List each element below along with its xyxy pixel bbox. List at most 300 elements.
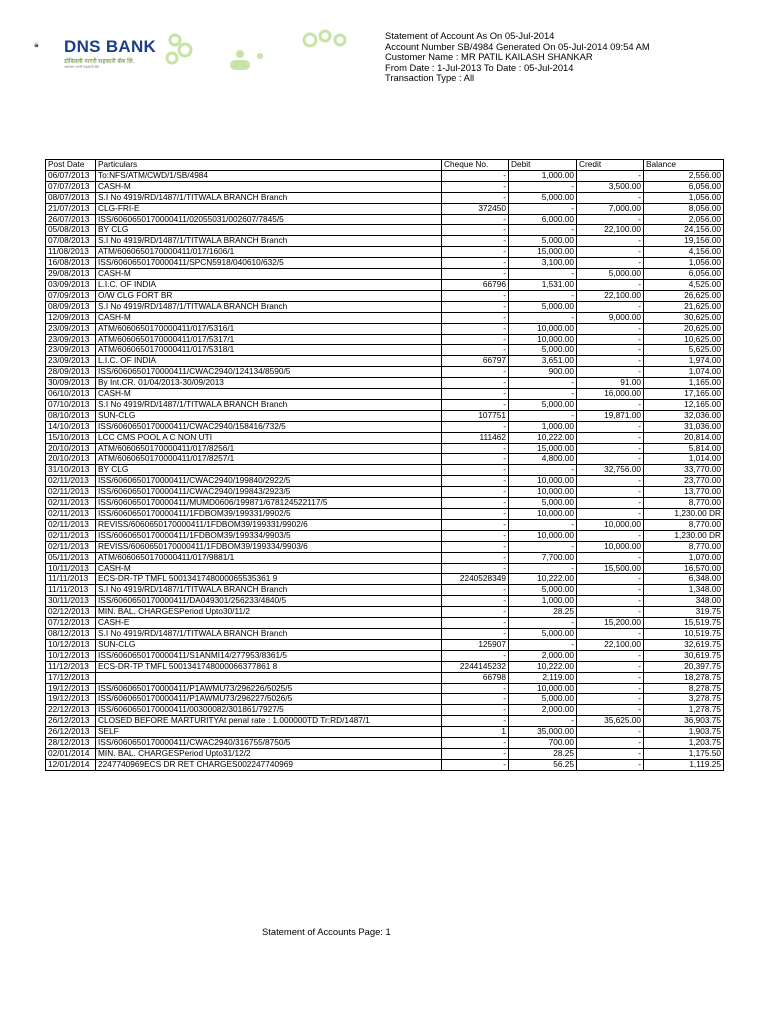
particulars-cell: L.I.C. OF INDIA xyxy=(96,356,442,367)
credit-cell: 15,200.00 xyxy=(577,618,644,629)
bank-tagline: डोंबिवली नागरी सहकारी बँक लि. xyxy=(64,59,135,65)
credit-cell: - xyxy=(577,170,644,181)
particulars-cell: ATM/6060650170000411/017/9881/1 xyxy=(96,552,442,563)
particulars-cell: ATM/6060650170000411/017/8256/1 xyxy=(96,443,442,454)
cheque-no-cell: - xyxy=(442,759,509,770)
balance-cell: 319.75 xyxy=(644,607,724,618)
cheque-no-cell: 66797 xyxy=(442,356,509,367)
post-date-cell: 02/11/2013 xyxy=(46,487,96,498)
balance-cell: 1,014.00 xyxy=(644,454,724,465)
balance-cell: 1,119.25 xyxy=(644,759,724,770)
table-row xyxy=(46,421,724,432)
table-row xyxy=(46,236,724,247)
particulars-cell xyxy=(96,672,442,683)
table-row xyxy=(46,181,724,192)
table-row xyxy=(46,214,724,225)
table-row xyxy=(46,312,724,323)
particulars-cell: CASH-M xyxy=(96,312,442,323)
credit-cell: - xyxy=(577,683,644,694)
post-date-cell: 10/12/2013 xyxy=(46,650,96,661)
table-row xyxy=(46,399,724,410)
post-date-cell: 08/10/2013 xyxy=(46,410,96,421)
debit-cell: - xyxy=(509,541,577,552)
balance-cell: 1,903.75 xyxy=(644,727,724,738)
table-row xyxy=(46,345,724,356)
credit-cell: - xyxy=(577,399,644,410)
debit-cell: 35,000.00 xyxy=(509,727,577,738)
credit-cell: - xyxy=(577,509,644,520)
post-date-cell: 05/11/2013 xyxy=(46,552,96,563)
customer-name-line: Customer Name : MR PATIL KAILASH SHANKAR xyxy=(385,51,593,62)
debit-cell: 10,222.00 xyxy=(509,661,577,672)
balance-cell: 4,156.00 xyxy=(644,247,724,258)
debit-cell: 5,000.00 xyxy=(509,192,577,203)
post-date-cell: 05/08/2013 xyxy=(46,225,96,236)
table-row xyxy=(46,705,724,716)
debit-cell: - xyxy=(509,716,577,727)
credit-cell: - xyxy=(577,607,644,618)
cheque-no-cell: - xyxy=(442,334,509,345)
cheque-no-cell: - xyxy=(442,301,509,312)
balance-cell: 8,056.00 xyxy=(644,203,724,214)
table-row xyxy=(46,563,724,574)
post-date-cell: 08/07/2013 xyxy=(46,192,96,203)
credit-cell: - xyxy=(577,301,644,312)
table-row xyxy=(46,672,724,683)
table-row xyxy=(46,443,724,454)
decorative-circles-icon xyxy=(160,28,380,78)
post-date-cell: 02/12/2013 xyxy=(46,607,96,618)
column-header: Cheque No. xyxy=(442,160,509,171)
particulars-cell: SUN-CLG xyxy=(96,410,442,421)
post-date-cell: 23/09/2013 xyxy=(46,345,96,356)
balance-cell: 1,175.50 xyxy=(644,748,724,759)
particulars-cell: ISS/6060650170000411/S1ANMI14/277953/8361/5 xyxy=(96,650,442,661)
table-row xyxy=(46,465,724,476)
debit-cell: 5,000.00 xyxy=(509,628,577,639)
balance-cell: 16,570.00 xyxy=(644,563,724,574)
date-range-line: From Date : 1-Jul-2013 To Date : 05-Jul-2014 xyxy=(385,61,574,73)
credit-cell: - xyxy=(577,487,644,498)
cheque-no-cell: - xyxy=(442,323,509,334)
particulars-cell: ISS/6060650170000411/1FDBOM39/199334/9903/5 xyxy=(96,530,442,541)
particulars-cell: By Int.CR. 01/04/2013-30/09/2013 xyxy=(96,378,442,389)
post-date-cell: 15/10/2013 xyxy=(46,432,96,443)
column-header: Credit xyxy=(577,160,644,171)
cheque-no-cell: - xyxy=(442,596,509,607)
debit-cell: 3,100.00 xyxy=(509,258,577,269)
debit-cell: 10,000.00 xyxy=(509,334,577,345)
cheque-no-cell: - xyxy=(442,607,509,618)
cheque-no-cell: 372450 xyxy=(442,203,509,214)
particulars-cell: S.I No 4919/RD/1487/1/TITWALA BRANCH Branch xyxy=(96,192,442,203)
table-row xyxy=(46,650,724,661)
credit-cell: 35,625.00 xyxy=(577,716,644,727)
balance-cell: 1,070.00 xyxy=(644,552,724,563)
debit-cell: 4,800.00 xyxy=(509,454,577,465)
cheque-no-cell: - xyxy=(442,694,509,705)
balance-cell: 20,814.00 xyxy=(644,432,724,443)
table-row xyxy=(46,607,724,618)
debit-cell: 10,222.00 xyxy=(509,574,577,585)
credit-cell: - xyxy=(577,552,644,563)
post-date-cell: 06/07/2013 xyxy=(46,170,96,181)
post-date-cell: 07/10/2013 xyxy=(46,399,96,410)
particulars-cell: ATM/6060650170000411/017/5317/1 xyxy=(96,334,442,345)
credit-cell: - xyxy=(577,650,644,661)
debit-cell: - xyxy=(509,290,577,301)
cheque-no-cell: - xyxy=(442,258,509,269)
credit-cell: 32,756.00 xyxy=(577,465,644,476)
cheque-no-cell: - xyxy=(442,650,509,661)
cheque-no-cell: - xyxy=(442,530,509,541)
debit-cell: 6,000.00 xyxy=(509,214,577,225)
cheque-no-cell: - xyxy=(442,269,509,280)
debit-cell: 10,000.00 xyxy=(509,683,577,694)
bank-name: DNS BANK xyxy=(64,37,157,56)
column-header: Balance xyxy=(644,160,724,171)
column-header: Post Date xyxy=(46,160,96,171)
cheque-no-cell: - xyxy=(442,421,509,432)
particulars-cell: CASH-M xyxy=(96,563,442,574)
table-row xyxy=(46,323,724,334)
particulars-cell: ISS/6060650170000411/CWAC2940/124134/8590/5 xyxy=(96,367,442,378)
credit-cell: - xyxy=(577,498,644,509)
post-date-cell: 02/01/2014 xyxy=(46,748,96,759)
debit-cell: 1,000.00 xyxy=(509,421,577,432)
cheque-no-cell: - xyxy=(442,236,509,247)
post-date-cell: 16/08/2013 xyxy=(46,258,96,269)
account-number-line: Account Number SB/4984 Generated On 05-Jul-2014 09:54 AM xyxy=(385,40,650,52)
debit-cell: 10,000.00 xyxy=(509,323,577,334)
particulars-cell: S.I No 4919/RD/1487/1/TITWALA BRANCH Branch xyxy=(96,585,442,596)
table-row xyxy=(46,519,724,530)
credit-cell: - xyxy=(577,661,644,672)
credit-cell: 3,500.00 xyxy=(577,181,644,192)
credit-cell: 10,000.00 xyxy=(577,541,644,552)
bank-logo-icon xyxy=(34,30,64,62)
debit-cell: 5,000.00 xyxy=(509,301,577,312)
balance-cell: 4,525.00 xyxy=(644,279,724,290)
balance-cell: 19,156.00 xyxy=(644,236,724,247)
credit-cell: - xyxy=(577,345,644,356)
cheque-no-cell: - xyxy=(442,170,509,181)
table-row xyxy=(46,247,724,258)
particulars-cell: SELF xyxy=(96,727,442,738)
debit-cell: 10,000.00 xyxy=(509,487,577,498)
table-row xyxy=(46,279,724,290)
particulars-cell: ISS/6060650170000411/02055031/002607/7845/5 xyxy=(96,214,442,225)
balance-cell: 32,036.00 xyxy=(644,410,724,421)
credit-cell: 91.00 xyxy=(577,378,644,389)
credit-cell: - xyxy=(577,574,644,585)
cheque-no-cell: - xyxy=(442,563,509,574)
debit-cell: - xyxy=(509,269,577,280)
credit-cell: - xyxy=(577,759,644,770)
balance-cell: 31,036.00 xyxy=(644,421,724,432)
balance-cell: 1,056.00 xyxy=(644,192,724,203)
debit-cell: - xyxy=(509,519,577,530)
post-date-cell: 11/11/2013 xyxy=(46,585,96,596)
table-row xyxy=(46,759,724,770)
table-row xyxy=(46,618,724,629)
post-date-cell: 12/09/2013 xyxy=(46,312,96,323)
credit-cell: - xyxy=(577,279,644,290)
credit-cell: 22,100.00 xyxy=(577,639,644,650)
debit-cell: 5,000.00 xyxy=(509,236,577,247)
post-date-cell: 22/12/2013 xyxy=(46,705,96,716)
debit-cell: - xyxy=(509,465,577,476)
table-row xyxy=(46,356,724,367)
credit-cell: 19,871.00 xyxy=(577,410,644,421)
balance-cell: 1,278.75 xyxy=(644,705,724,716)
debit-cell: 7,700.00 xyxy=(509,552,577,563)
particulars-cell: ATM/6060650170000411/017/5318/1 xyxy=(96,345,442,356)
particulars-cell: To:NFS/ATM/CWD/1/SB/4984 xyxy=(96,170,442,181)
table-row xyxy=(46,498,724,509)
credit-cell: 22,100.00 xyxy=(577,290,644,301)
table-row xyxy=(46,454,724,465)
post-date-cell: 02/11/2013 xyxy=(46,476,96,487)
table-row xyxy=(46,334,724,345)
particulars-cell: CLG-FRI-E xyxy=(96,203,442,214)
debit-cell: 5,000.00 xyxy=(509,399,577,410)
balance-cell: 33,770.00 xyxy=(644,465,724,476)
debit-cell: 10,000.00 xyxy=(509,476,577,487)
particulars-cell: ISS/6060650170000411/P1AWMU73/296227/5026/5 xyxy=(96,694,442,705)
cheque-no-cell: - xyxy=(442,247,509,258)
table-row xyxy=(46,432,724,443)
table-row xyxy=(46,225,724,236)
particulars-cell: ISS/6060650170000411/CWAC2940/199843/2923/5 xyxy=(96,487,442,498)
balance-cell: 1,348.00 xyxy=(644,585,724,596)
particulars-cell: ISS/6060650170000411/SPCN5918/040610/632/5 xyxy=(96,258,442,269)
debit-cell: - xyxy=(509,639,577,650)
table-row xyxy=(46,596,724,607)
table-row xyxy=(46,258,724,269)
balance-cell: 30,619.75 xyxy=(644,650,724,661)
particulars-cell: CASH-E xyxy=(96,618,442,629)
credit-cell: - xyxy=(577,247,644,258)
statement-title: Statement of Account As On 05-Jul-2014 xyxy=(385,30,555,41)
table-row xyxy=(46,552,724,563)
cheque-no-cell: - xyxy=(442,192,509,203)
debit-cell: - xyxy=(509,181,577,192)
post-date-cell: 07/08/2013 xyxy=(46,236,96,247)
table-header-row xyxy=(46,160,724,171)
cheque-no-cell: 111462 xyxy=(442,432,509,443)
balance-cell: 13,770.00 xyxy=(644,487,724,498)
cheque-no-cell: - xyxy=(442,389,509,400)
particulars-cell: ATM/6060650170000411/017/8257/1 xyxy=(96,454,442,465)
particulars-cell: BY CLG xyxy=(96,225,442,236)
balance-cell: 10,625.00 xyxy=(644,334,724,345)
cheque-no-cell: - xyxy=(442,683,509,694)
table-row xyxy=(46,541,724,552)
table-row xyxy=(46,203,724,214)
post-date-cell: 23/09/2013 xyxy=(46,334,96,345)
cheque-no-cell: - xyxy=(442,214,509,225)
debit-cell: 700.00 xyxy=(509,738,577,749)
balance-cell: 24,156.00 xyxy=(644,225,724,236)
cheque-no-cell: 107751 xyxy=(442,410,509,421)
particulars-cell: MIN. BAL. CHARGESPeriod Upto31/12/2 xyxy=(96,748,442,759)
bank-tagline-secondary: अग्रगण्य नागरी सहकारी बँक xyxy=(64,65,100,69)
transactions-table xyxy=(45,159,724,771)
table-row xyxy=(46,748,724,759)
cheque-no-cell: - xyxy=(442,465,509,476)
cheque-no-cell: - xyxy=(442,225,509,236)
balance-cell: 348.00 xyxy=(644,596,724,607)
debit-cell: - xyxy=(509,378,577,389)
balance-cell: 1,974.00 xyxy=(644,356,724,367)
particulars-cell: CASH-M xyxy=(96,389,442,400)
table-row xyxy=(46,509,724,520)
debit-cell: 2,119.00 xyxy=(509,672,577,683)
table-row xyxy=(46,476,724,487)
particulars-cell: S.I No 4919/RD/1487/1/TITWALA BRANCH Branch xyxy=(96,301,442,312)
particulars-cell: ATM/6060650170000411/017/5316/1 xyxy=(96,323,442,334)
particulars-cell: CLOSED BEFORE MARTURITYAt penal rate : 1.000000TD Tr:RD/1487/1 xyxy=(96,716,442,727)
table-row xyxy=(46,530,724,541)
credit-cell: - xyxy=(577,530,644,541)
post-date-cell: 11/12/2013 xyxy=(46,661,96,672)
credit-cell: - xyxy=(577,672,644,683)
post-date-cell: 02/11/2013 xyxy=(46,519,96,530)
particulars-cell: REVISS/6060650170000411/1FDBOM39/199331/9902/6 xyxy=(96,519,442,530)
debit-cell: 28.25 xyxy=(509,607,577,618)
table-row xyxy=(46,738,724,749)
post-date-cell: 21/07/2013 xyxy=(46,203,96,214)
credit-cell: - xyxy=(577,443,644,454)
credit-cell: - xyxy=(577,367,644,378)
table-row xyxy=(46,585,724,596)
debit-cell: 5,000.00 xyxy=(509,585,577,596)
cheque-no-cell: - xyxy=(442,378,509,389)
debit-cell: 1,531.00 xyxy=(509,279,577,290)
credit-cell: 22,100.00 xyxy=(577,225,644,236)
debit-cell: 1,000.00 xyxy=(509,596,577,607)
post-date-cell: 31/10/2013 xyxy=(46,465,96,476)
post-date-cell: 02/11/2013 xyxy=(46,509,96,520)
cheque-no-cell: - xyxy=(442,290,509,301)
credit-cell: - xyxy=(577,356,644,367)
cheque-no-cell: - xyxy=(442,399,509,410)
credit-cell: - xyxy=(577,628,644,639)
cheque-no-cell: - xyxy=(442,541,509,552)
debit-cell: - xyxy=(509,563,577,574)
cheque-no-cell: - xyxy=(442,443,509,454)
page-footer: Statement of Accounts Page: 1 xyxy=(262,926,391,937)
cheque-no-cell: - xyxy=(442,312,509,323)
debit-cell: - xyxy=(509,312,577,323)
debit-cell: - xyxy=(509,618,577,629)
cheque-no-cell: - xyxy=(442,345,509,356)
cheque-no-cell: - xyxy=(442,509,509,520)
particulars-cell: ISS/6060650170000411/MUMD0606/199871/678124522117/5 xyxy=(96,498,442,509)
particulars-cell: REVISS/6060650170000411/1FDBOM39/199334/9903/6 xyxy=(96,541,442,552)
balance-cell: 15,519.75 xyxy=(644,618,724,629)
credit-cell: - xyxy=(577,748,644,759)
debit-cell: 15,000.00 xyxy=(509,443,577,454)
debit-cell: 5,000.00 xyxy=(509,694,577,705)
cheque-no-cell: - xyxy=(442,716,509,727)
debit-cell: 5,000.00 xyxy=(509,498,577,509)
particulars-cell: ISS/6060650170000411/P1AWMU73/296226/5025/5 xyxy=(96,683,442,694)
particulars-cell: LCC CMS POOL A C NON UTI xyxy=(96,432,442,443)
particulars-cell: ISS/6060650170000411/CWAC2940/158416/732/5 xyxy=(96,421,442,432)
cheque-no-cell: 2240528349 xyxy=(442,574,509,585)
column-header: Particulars xyxy=(96,160,442,171)
post-date-cell: 10/11/2013 xyxy=(46,563,96,574)
debit-cell: 56.25 xyxy=(509,759,577,770)
debit-cell: 28.25 xyxy=(509,748,577,759)
balance-cell: 8,770.00 xyxy=(644,519,724,530)
balance-cell: 18,278.75 xyxy=(644,672,724,683)
post-date-cell: 23/09/2013 xyxy=(46,356,96,367)
particulars-cell: ATM/6060650170000411/017/1606/1 xyxy=(96,247,442,258)
table-row xyxy=(46,639,724,650)
balance-cell: 8,278.75 xyxy=(644,683,724,694)
cheque-no-cell: 66798 xyxy=(442,672,509,683)
balance-cell: 12,165.00 xyxy=(644,399,724,410)
credit-cell: - xyxy=(577,476,644,487)
cheque-no-cell: - xyxy=(442,487,509,498)
table-row xyxy=(46,661,724,672)
table-row xyxy=(46,389,724,400)
debit-cell: - xyxy=(509,203,577,214)
statement-header xyxy=(385,31,650,84)
particulars-cell: S.I No 4919/RD/1487/1/TITWALA BRANCH Branch xyxy=(96,399,442,410)
cheque-no-cell: 125907 xyxy=(442,639,509,650)
credit-cell: - xyxy=(577,192,644,203)
particulars-cell: CASH-M xyxy=(96,181,442,192)
post-date-cell: 11/08/2013 xyxy=(46,247,96,258)
credit-cell: 5,000.00 xyxy=(577,269,644,280)
balance-cell: 10,519.75 xyxy=(644,628,724,639)
cheque-no-cell: 66796 xyxy=(442,279,509,290)
post-date-cell: 26/12/2013 xyxy=(46,716,96,727)
cheque-no-cell: - xyxy=(442,628,509,639)
post-date-cell: 29/08/2013 xyxy=(46,269,96,280)
balance-cell: 2,556.00 xyxy=(644,170,724,181)
particulars-cell: 2247740969ECS DR RET CHARGES002247740969 xyxy=(96,759,442,770)
balance-cell: 8,770.00 xyxy=(644,498,724,509)
balance-cell: 30,625.00 xyxy=(644,312,724,323)
debit-cell: - xyxy=(509,225,577,236)
credit-cell: 16,000.00 xyxy=(577,389,644,400)
post-date-cell: 02/11/2013 xyxy=(46,498,96,509)
table-row xyxy=(46,192,724,203)
debit-cell: 5,000.00 xyxy=(509,345,577,356)
table-row xyxy=(46,628,724,639)
cheque-no-cell: 2244145232 xyxy=(442,661,509,672)
table-row xyxy=(46,301,724,312)
credit-cell: - xyxy=(577,727,644,738)
post-date-cell: 20/10/2013 xyxy=(46,454,96,465)
debit-cell: 10,000.00 xyxy=(509,509,577,520)
debit-cell: 3,651.00 xyxy=(509,356,577,367)
post-date-cell: 17/12/2013 xyxy=(46,672,96,683)
table-row xyxy=(46,574,724,585)
post-date-cell: 14/10/2013 xyxy=(46,421,96,432)
post-date-cell: 28/09/2013 xyxy=(46,367,96,378)
post-date-cell: 20/10/2013 xyxy=(46,443,96,454)
balance-cell: 8,770.00 xyxy=(644,541,724,552)
post-date-cell: 07/12/2013 xyxy=(46,618,96,629)
debit-cell: - xyxy=(509,389,577,400)
credit-cell: - xyxy=(577,596,644,607)
